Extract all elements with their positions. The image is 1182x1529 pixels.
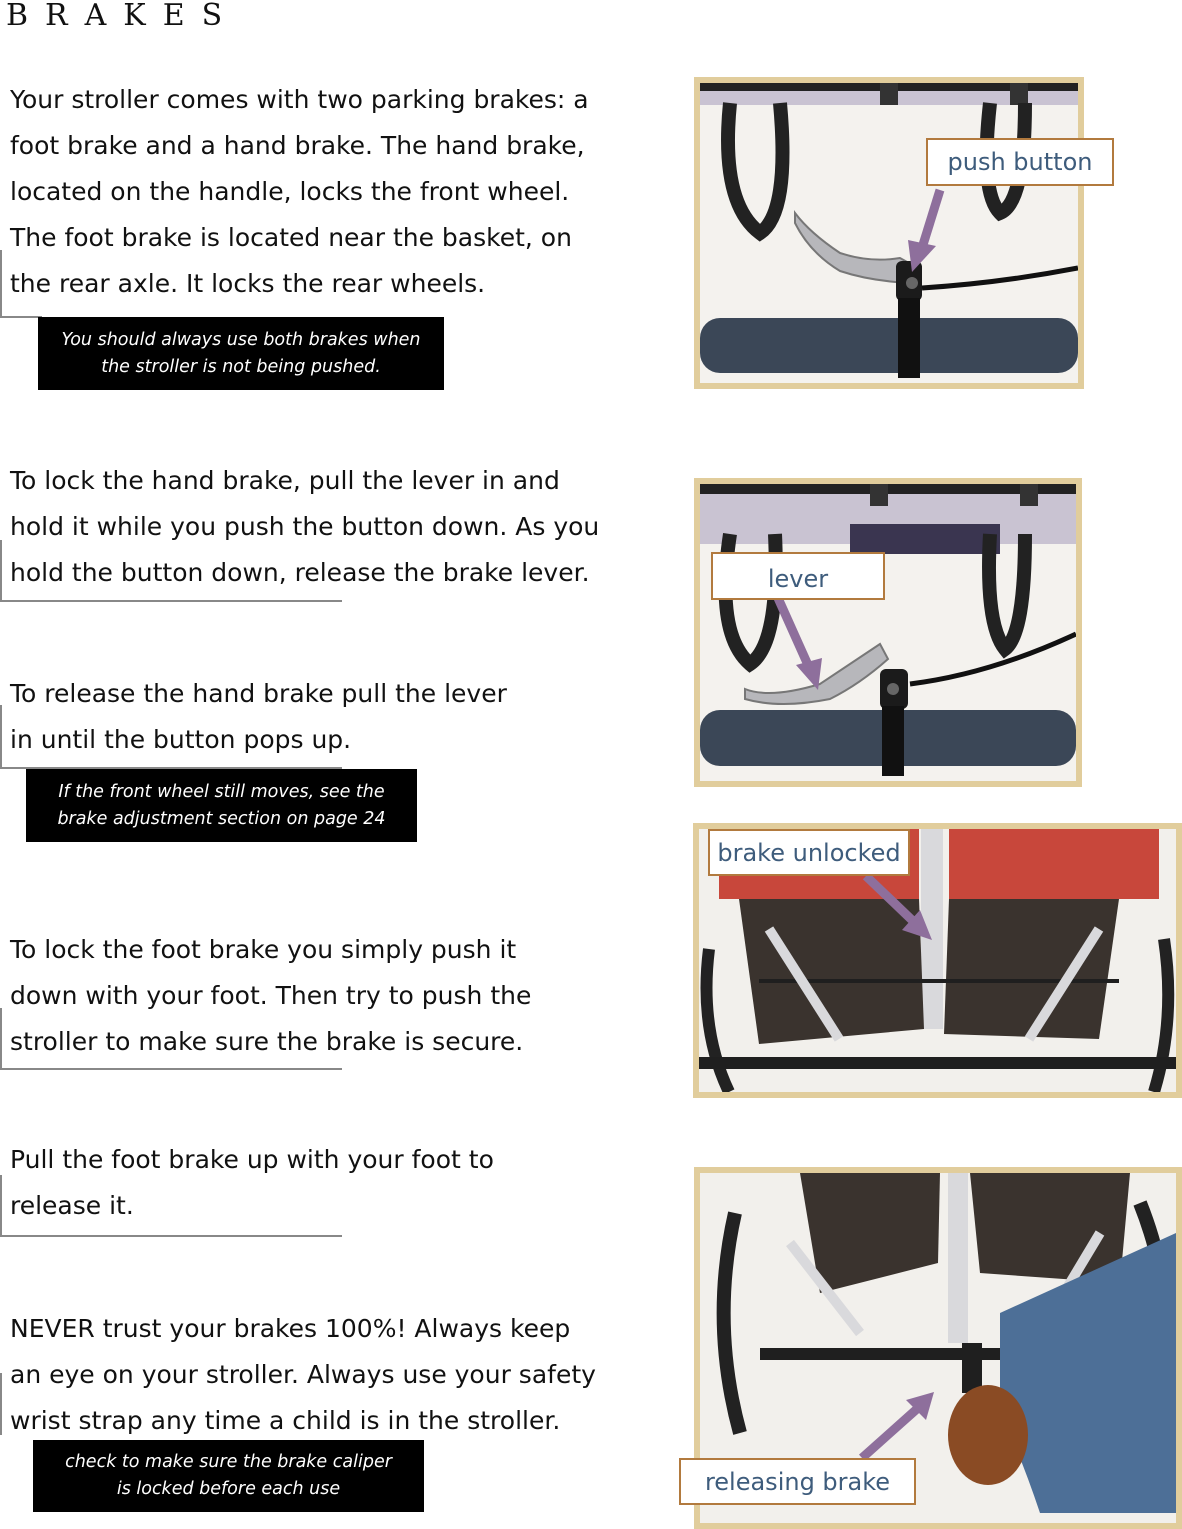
hand-brake-illustration [700, 83, 1078, 383]
release-hand-brake-paragraph [10, 671, 507, 763]
lever-illustration [700, 484, 1076, 781]
text-line: To lock the hand brake, pull the lever in and [10, 466, 560, 495]
photo-hand-brake-push-button [694, 77, 1084, 389]
text-line: Your stroller comes with two parking brakes: a [10, 85, 589, 114]
text-line: an eye on your stroller. Always use your safety [10, 1360, 596, 1389]
text-line: in until the button pops up. [10, 725, 352, 754]
note-line: is locked before each use [116, 1479, 341, 1499]
warning-paragraph [10, 1306, 596, 1444]
label-brake-unlocked: brake unlocked [708, 829, 910, 876]
label-releasing-brake: releasing brake [679, 1458, 916, 1505]
intro-paragraph [10, 77, 589, 307]
text-line: located on the handle, locks the front wheel. [10, 177, 570, 206]
text-line: hold the button down, release the brake lever. [10, 558, 590, 587]
lock-foot-brake-paragraph [10, 927, 531, 1065]
text-line: hold it while you push the button down. As you [10, 512, 600, 541]
note-front-wheel-adjustment [26, 769, 417, 842]
photo-hand-brake-lever [694, 478, 1082, 787]
note-use-both-brakes [38, 317, 444, 390]
note-check-caliper [33, 1440, 424, 1512]
text-line: foot brake and a hand brake. The hand brake, [10, 131, 585, 160]
text-line: The foot brake is located near the basket, on [10, 223, 572, 252]
release-foot-brake-paragraph [10, 1137, 494, 1229]
text-line: the rear axle. It locks the rear wheels. [10, 269, 486, 298]
text-line: down with your foot. Then try to push the [10, 981, 532, 1010]
text-line: To lock the foot brake you simply push it [10, 935, 517, 964]
lock-hand-brake-paragraph [10, 458, 599, 596]
note-line: brake adjustment section on page 24 [57, 808, 386, 829]
text-line: To release the hand brake pull the lever [10, 679, 507, 708]
text-line: release it. [10, 1191, 134, 1220]
note-line: the stroller is not being pushed. [101, 356, 381, 377]
text-line: Pull the foot brake up with your foot to [10, 1145, 494, 1174]
label-lever: lever [711, 552, 885, 600]
text-line: wrist strap any time a child is in the stroller. [10, 1406, 561, 1435]
text-line: NEVER trust your brakes 100%! Always keep [10, 1314, 571, 1343]
text-line: stroller to make sure the brake is secure. [10, 1027, 524, 1056]
page-title: BRAKES [6, 0, 240, 33]
label-push-button: push button [926, 138, 1114, 186]
note-line: If the front wheel still moves, see the [58, 781, 385, 802]
note-line: You should always use both brakes when [61, 329, 421, 350]
note-line: check to make sure the brake caliper [65, 1452, 392, 1472]
